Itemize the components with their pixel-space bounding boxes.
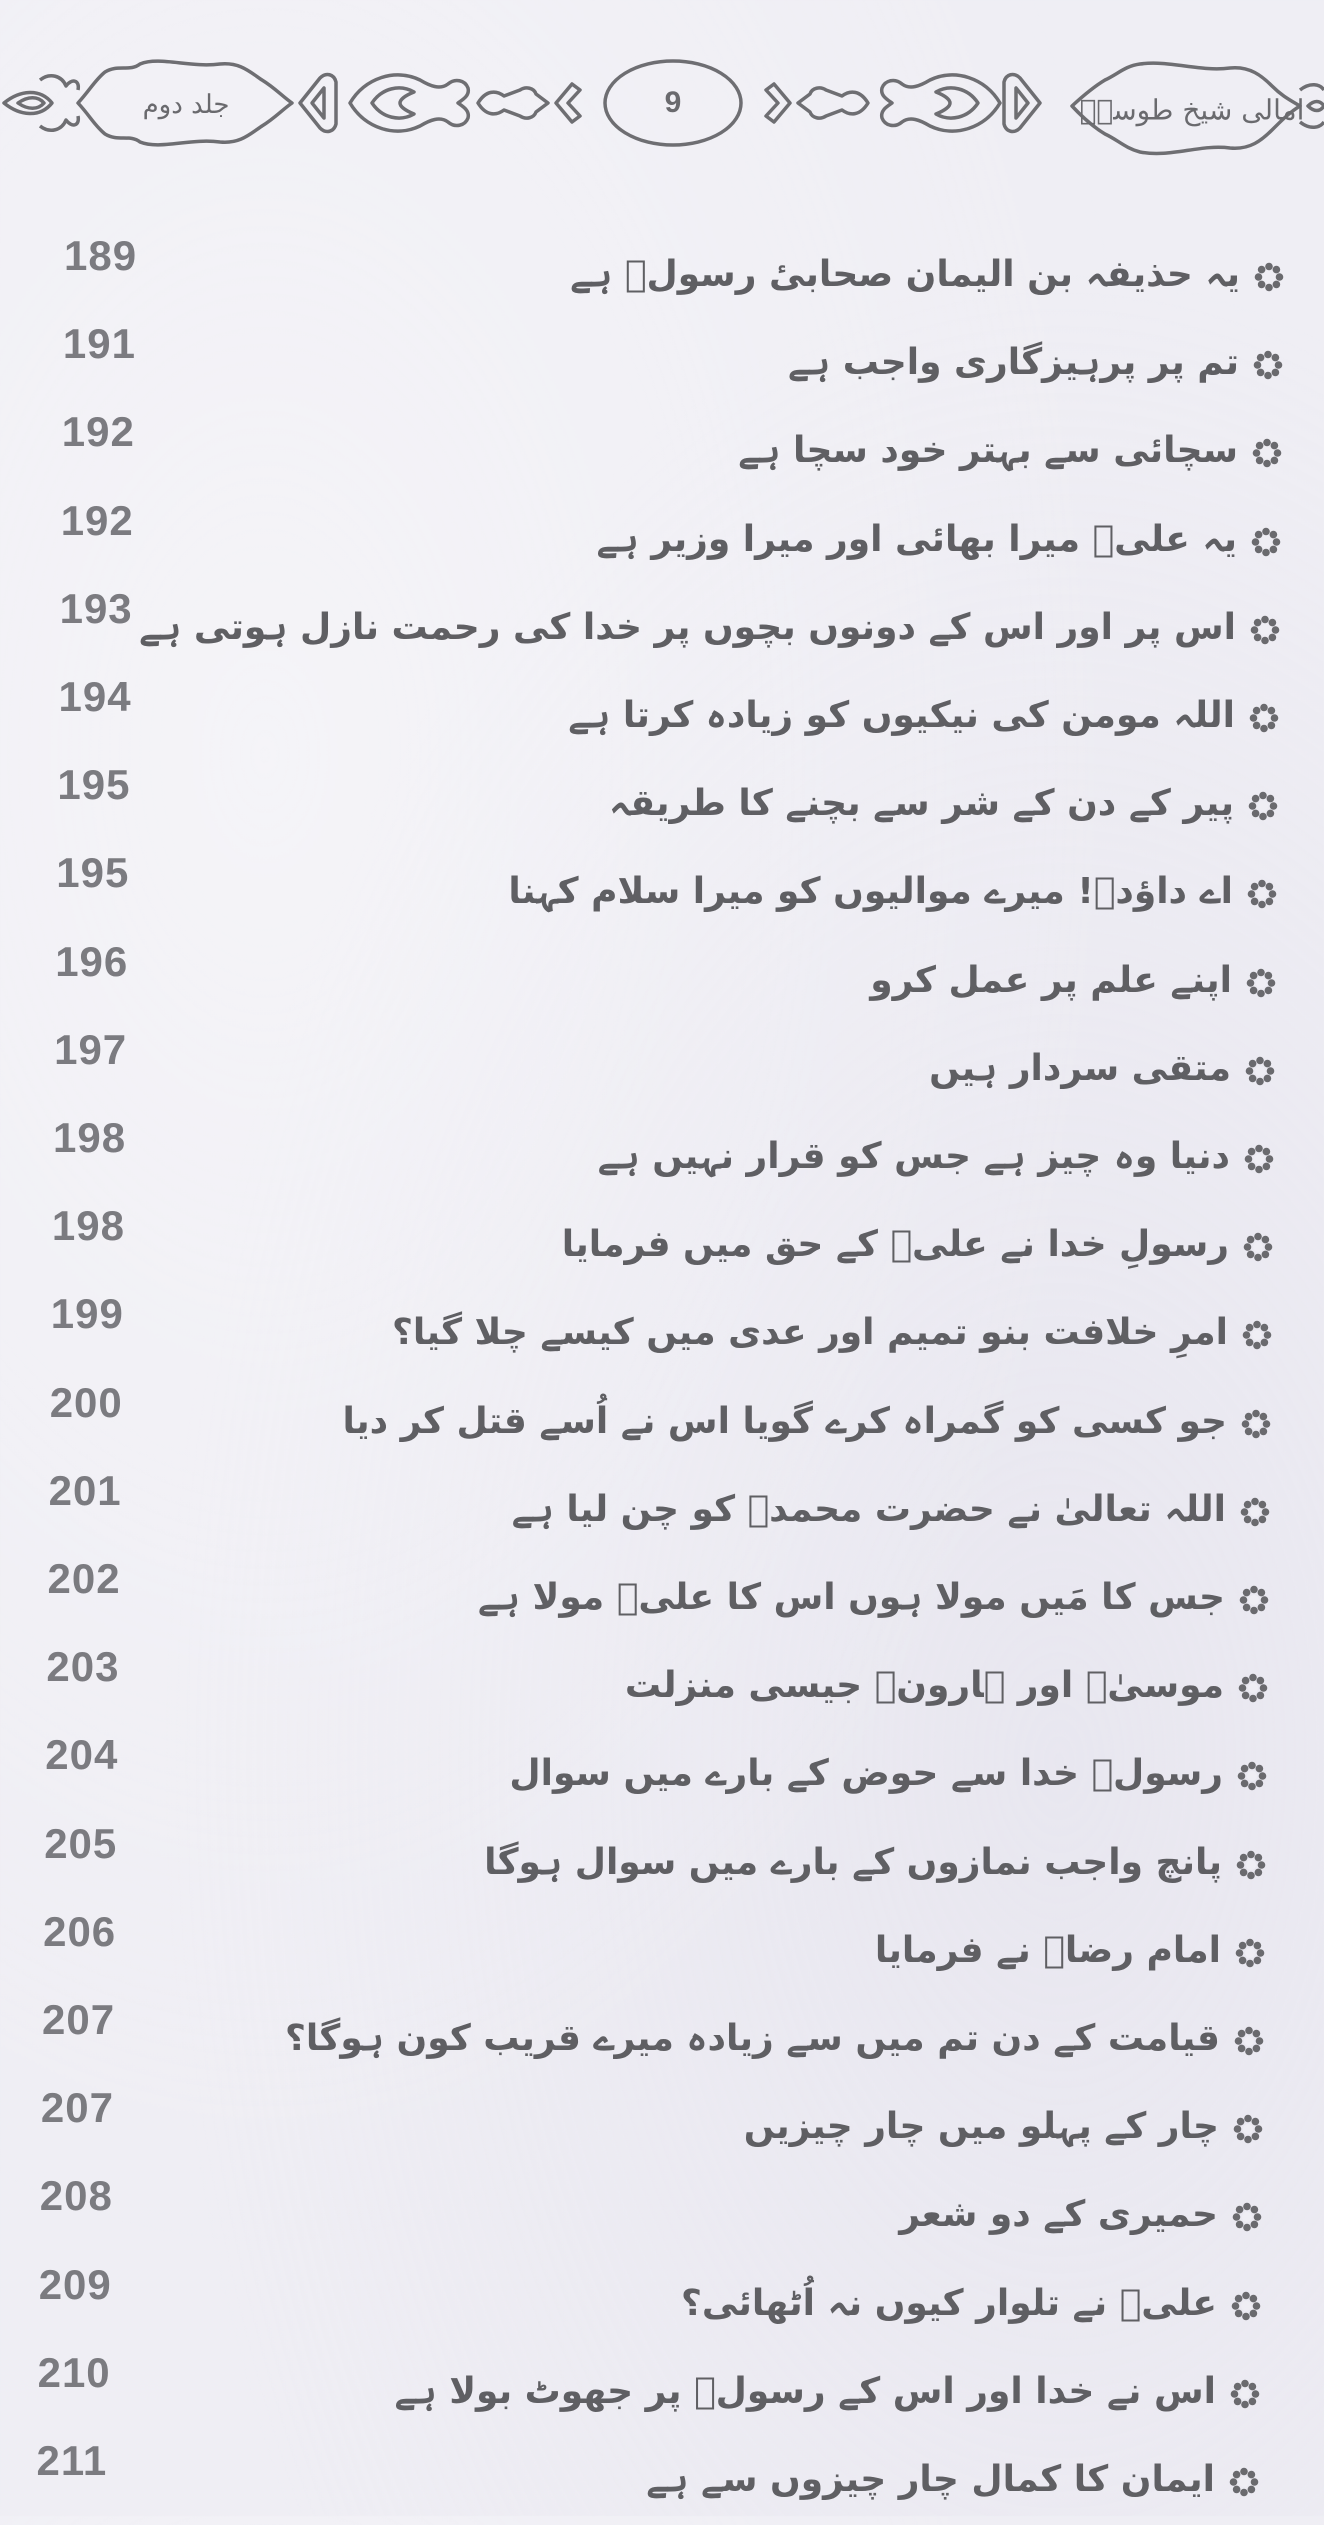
toc-entry-page: 211 xyxy=(36,2437,108,2484)
toc-entry-page: 196 xyxy=(55,937,129,985)
toc-entry-page: 198 xyxy=(51,1202,125,1250)
flower-bullet-icon xyxy=(1240,1497,1270,1527)
toc-entry xyxy=(0,1820,1324,1908)
toc-entry-page: 195 xyxy=(57,761,131,809)
toc-entry-page: 204 xyxy=(45,1731,119,1779)
toc-entry xyxy=(0,1202,1324,1290)
flower-bullet-icon xyxy=(1237,1761,1267,1791)
flower-bullet-icon xyxy=(1233,2114,1263,2144)
toc-entry-title: اپنے علم پر عمل کرو xyxy=(870,959,1232,1001)
toc-entry-title: تم پر پرہیزگاری واجب ہے xyxy=(787,342,1239,384)
toc-entry xyxy=(0,1467,1324,1555)
toc-entry-page: 198 xyxy=(53,1114,127,1161)
toc-entry xyxy=(0,1643,1324,1731)
toc-entry-page: 201 xyxy=(48,1466,122,1514)
toc-entry-page: 208 xyxy=(39,2172,113,2220)
flower-bullet-icon xyxy=(1243,1232,1273,1262)
flower-bullet-icon xyxy=(1252,438,1282,468)
toc-entry-title: حمیری کے دو شعر xyxy=(899,2194,1218,2236)
toc-entry-page: 200 xyxy=(49,1378,123,1426)
toc-entry-title: اللہ مومن کی نیکیوں کو زیادہ کرتا ہے xyxy=(568,695,1235,736)
flower-bullet-icon xyxy=(1231,2291,1261,2321)
toc-entry-title: اس نے خدا اور اس کے رسولؐ پر جھوٹ بولا ہے xyxy=(394,2370,1216,2412)
toc-entry xyxy=(0,2261,1324,2349)
flower-bullet-icon xyxy=(1239,1585,1269,1615)
toc-entry xyxy=(0,1555,1324,1643)
toc-entry-page: 207 xyxy=(42,1996,116,2043)
toc-entry xyxy=(0,673,1324,761)
toc-entry-page: 203 xyxy=(46,1643,120,1691)
flower-bullet-icon xyxy=(1250,615,1280,645)
toc-entry-page: 192 xyxy=(61,408,135,456)
toc-entry-title: اس پر اور اس کے دونوں بچوں پر خدا کی رحمت نازل ہوتی ہے xyxy=(139,606,1236,648)
toc-entry xyxy=(0,2084,1324,2172)
toc-entry-title: سچائی سے بہتر خود سچا ہے xyxy=(738,430,1238,472)
toc-entry xyxy=(0,1026,1324,1114)
flower-bullet-icon xyxy=(1241,1409,1271,1439)
toc-entry-page: 202 xyxy=(47,1555,121,1602)
toc-entry xyxy=(0,1379,1324,1467)
flower-bullet-icon xyxy=(1245,1056,1275,1086)
toc-entry-title: رسولؐ خدا سے حوض کے بارے میں سوال xyxy=(509,1753,1223,1795)
flower-bullet-icon xyxy=(1242,1320,1272,1350)
toc-entry xyxy=(0,1731,1324,1819)
toc-entry-title: موسیٰؑ اور ہارونؑ جیسی منزلت xyxy=(624,1665,1224,1707)
toc-entry xyxy=(0,761,1324,849)
toc-entry-title: اے داؤدؑ! میرے موالیوں کو میرا سلام کہنا xyxy=(508,871,1233,913)
toc-entry-title: علیؑ نے تلوار کیوں نہ اُٹھائی؟ xyxy=(681,2282,1217,2324)
toc-entry-title: اللہ تعالیٰ نے حضرت محمدؐ کو چن لیا ہے xyxy=(511,1488,1226,1530)
flower-bullet-icon xyxy=(1232,2202,1262,2232)
flower-bullet-icon xyxy=(1234,2026,1264,2056)
toc-entry-title: یہ حذیفہ بن الیمان صحابیٔ رسولؐ ہے xyxy=(570,254,1240,295)
toc-entry-title: قیامت کے دن تم میں سے زیادہ میرے قریب کون ہوگا؟ xyxy=(285,2018,1220,2059)
toc-entry-page: 199 xyxy=(50,1290,124,1338)
toc-entry-page: 206 xyxy=(43,1907,117,1955)
toc-entry-page: 197 xyxy=(54,1025,128,1073)
toc-entry-title: جس کا مَیں مولا ہوں اس کا علیؑ مولا ہے xyxy=(477,1577,1225,1618)
toc-entry xyxy=(0,320,1324,408)
page-number: 9 xyxy=(664,86,682,119)
toc-entry-page: 193 xyxy=(59,584,133,632)
flower-bullet-icon xyxy=(1236,1850,1266,1880)
toc-entry xyxy=(0,1290,1324,1378)
flower-bullet-icon xyxy=(1247,879,1277,909)
toc-entry-title: امام رضاؑ نے فرمایا xyxy=(874,1929,1221,1971)
flower-bullet-icon xyxy=(1248,791,1278,821)
toc-entry-page: 195 xyxy=(56,849,130,897)
volume-label: جلد دوم xyxy=(142,90,230,120)
toc-entry xyxy=(0,1114,1324,1202)
toc-entry xyxy=(0,408,1324,496)
toc-entry-title: پانچ واجب نمازوں کے بارے میں سوال ہوگا xyxy=(484,1841,1222,1883)
toc-entry-title: پیر کے دن کے شر سے بچنے کا طریقہ xyxy=(609,783,1234,825)
toc-entry-title: متقی سردار ہیں xyxy=(929,1047,1231,1089)
flower-bullet-icon xyxy=(1230,2379,1260,2409)
toc-entry-title: چار کے پہلو میں چار چیزیں xyxy=(743,2106,1219,2148)
toc-entry-page: 210 xyxy=(37,2348,111,2396)
toc-entry-page: 205 xyxy=(44,1819,118,1867)
flower-bullet-icon xyxy=(1229,2467,1259,2497)
toc-entry xyxy=(0,2349,1324,2437)
toc-entry-page: 209 xyxy=(38,2260,112,2308)
flower-bullet-icon xyxy=(1235,1938,1265,1968)
flower-bullet-icon xyxy=(1251,527,1281,557)
toc-entry xyxy=(0,2172,1324,2260)
flower-bullet-icon xyxy=(1253,350,1283,380)
toc-entry xyxy=(0,497,1324,585)
toc-entry-page: 194 xyxy=(58,673,132,720)
toc-entry xyxy=(0,232,1324,320)
flower-bullet-icon xyxy=(1246,968,1276,998)
flower-bullet-icon xyxy=(1254,262,1284,292)
toc-entry xyxy=(0,2437,1324,2525)
toc-entry-page: 192 xyxy=(60,496,134,544)
flower-bullet-icon xyxy=(1244,1144,1274,1174)
flower-bullet-icon xyxy=(1238,1673,1268,1703)
toc-entry-title: دنیا وہ چیز ہے جس کو قرار نہیں ہے xyxy=(597,1136,1230,1177)
toc-entry-title: جو کسی کو گمراہ کرے گویا اس نے اُسے قتل کر دیا xyxy=(342,1400,1227,1442)
book-title: امالی شیخ طوسیؒ xyxy=(1079,93,1305,127)
toc-entry-title: رسولِ خدا نے علیؑ کے حق میں فرمایا xyxy=(561,1224,1229,1266)
toc-entry-title: یہ علیؑ میرا بھائی اور میرا وزیر ہے xyxy=(596,518,1237,560)
toc-entry xyxy=(0,938,1324,1026)
toc-entry-page: 191 xyxy=(62,320,136,368)
toc-entry-title: ایمان کا کمال چار چیزوں سے ہے xyxy=(646,2459,1215,2500)
toc-entry xyxy=(0,849,1324,937)
toc-entry-page: 189 xyxy=(64,232,138,279)
toc-entry xyxy=(0,1908,1324,1996)
toc-entry-title: امرِ خلافت بنو تمیم اور عدی میں کیسے چلا گیا؟ xyxy=(391,1312,1228,1354)
toc-entry-page: 207 xyxy=(40,2084,114,2132)
toc-entry xyxy=(0,585,1324,673)
toc-entry xyxy=(0,1996,1324,2084)
flower-bullet-icon xyxy=(1249,703,1279,733)
